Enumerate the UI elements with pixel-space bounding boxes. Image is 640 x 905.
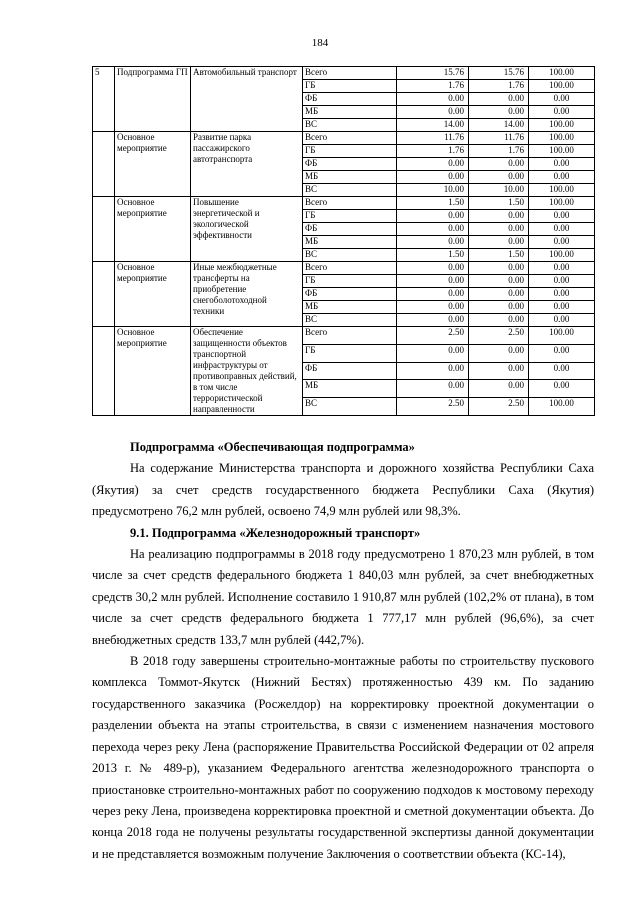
funding-source: ГБ bbox=[303, 275, 397, 288]
planned-amount: 0.00 bbox=[397, 344, 469, 362]
funding-source: ГБ bbox=[303, 344, 397, 362]
funding-source: Всего bbox=[303, 327, 397, 345]
rail-subprogram-heading: 9.1. Подпрограмма «Железнодорожный транспорт» bbox=[130, 525, 421, 540]
funding-source: ВС bbox=[303, 314, 397, 327]
actual-amount: 1.50 bbox=[469, 249, 529, 262]
actual-amount: 1.50 bbox=[469, 197, 529, 210]
actual-amount: 0.00 bbox=[469, 223, 529, 236]
planned-amount: 11.76 bbox=[397, 132, 469, 145]
actual-amount: 0.00 bbox=[469, 171, 529, 184]
program-name: Подпрограмма ГП bbox=[115, 67, 191, 132]
planned-amount: 1.50 bbox=[397, 197, 469, 210]
funding-source: ВС bbox=[303, 119, 397, 132]
planned-amount: 0.00 bbox=[397, 236, 469, 249]
planned-amount: 0.00 bbox=[397, 262, 469, 275]
planned-amount: 0.00 bbox=[397, 288, 469, 301]
execution-percent: 100.00 bbox=[529, 184, 595, 197]
execution-percent: 100.00 bbox=[529, 119, 595, 132]
program-description: Автомобильный транспорт bbox=[191, 67, 303, 132]
planned-amount: 0.00 bbox=[397, 380, 469, 398]
funding-source: ФБ bbox=[303, 288, 397, 301]
execution-percent: 0.00 bbox=[529, 93, 595, 106]
funding-source: Всего bbox=[303, 132, 397, 145]
planned-amount: 0.00 bbox=[397, 93, 469, 106]
program-name: Основное мероприятие bbox=[115, 262, 191, 327]
row-index: 5 bbox=[93, 67, 115, 132]
funding-source: ФБ bbox=[303, 158, 397, 171]
funding-source: МБ bbox=[303, 106, 397, 119]
rail-subprogram-paragraph-1: На реализацию подпрограммы в 2018 году предусмотрено 1 870,23 млн рублей, в том числе за счет средств федерального бюджета 1 840,03 млн рублей, за счет внебюджетных средств 30,2 млн рублей. Исполнение составило 1 910,87 млн рублей (102,2% от плана), в том числе за счет средств федерального бюджета 1 777,17 млн рублей (96,6%), за счет внебюджетных средств 133,7 млн рублей (442,7%). bbox=[92, 547, 594, 647]
actual-amount: 0.00 bbox=[469, 210, 529, 223]
planned-amount: 14.00 bbox=[397, 119, 469, 132]
funding-source: МБ bbox=[303, 301, 397, 314]
planned-amount: 0.00 bbox=[397, 362, 469, 380]
planned-amount: 0.00 bbox=[397, 301, 469, 314]
actual-amount: 0.00 bbox=[469, 344, 529, 362]
budget-table-body bbox=[93, 67, 595, 416]
actual-amount: 0.00 bbox=[469, 380, 529, 398]
actual-amount: 0.00 bbox=[469, 275, 529, 288]
execution-percent: 0.00 bbox=[529, 158, 595, 171]
execution-percent: 0.00 bbox=[529, 288, 595, 301]
execution-percent: 0.00 bbox=[529, 223, 595, 236]
funding-source: Всего bbox=[303, 197, 397, 210]
program-description: Повышение энергетической и экологической эффективности bbox=[191, 197, 303, 262]
planned-amount: 0.00 bbox=[397, 171, 469, 184]
program-description: Иные межбюджетные трансферты на приобретение снегоболотоходной техники bbox=[191, 262, 303, 327]
actual-amount: 2.50 bbox=[469, 398, 529, 416]
row-index bbox=[93, 262, 115, 327]
actual-amount: 0.00 bbox=[469, 301, 529, 314]
planned-amount: 0.00 bbox=[397, 106, 469, 119]
execution-percent: 0.00 bbox=[529, 275, 595, 288]
execution-percent: 0.00 bbox=[529, 171, 595, 184]
program-name: Основное мероприятие bbox=[115, 327, 191, 416]
planned-amount: 2.50 bbox=[397, 398, 469, 416]
table-row bbox=[93, 327, 595, 345]
table-row bbox=[93, 132, 595, 145]
execution-percent: 100.00 bbox=[529, 197, 595, 210]
funding-source: ФБ bbox=[303, 223, 397, 236]
support-subprogram-paragraph: На содержание Министерства транспорта и дорожного хозяйства Республики Саха (Якутия) за счет средств государственного бюджета Республики Саха (Якутия) предусмотрено 76,2 млн рублей, освоено 74,9 млн рублей или 98,3%. bbox=[92, 461, 594, 519]
planned-amount: 0.00 bbox=[397, 210, 469, 223]
funding-source: ФБ bbox=[303, 93, 397, 106]
actual-amount: 0.00 bbox=[469, 236, 529, 249]
table-row bbox=[93, 197, 595, 210]
row-index bbox=[93, 197, 115, 262]
execution-percent: 0.00 bbox=[529, 314, 595, 327]
actual-amount: 0.00 bbox=[469, 314, 529, 327]
funding-source: МБ bbox=[303, 236, 397, 249]
row-index bbox=[93, 132, 115, 197]
funding-source: МБ bbox=[303, 380, 397, 398]
planned-amount: 0.00 bbox=[397, 314, 469, 327]
planned-amount: 1.76 bbox=[397, 145, 469, 158]
table-row bbox=[93, 262, 595, 275]
funding-source: Всего bbox=[303, 262, 397, 275]
funding-source: ВС bbox=[303, 398, 397, 416]
execution-percent: 0.00 bbox=[529, 344, 595, 362]
execution-percent: 100.00 bbox=[529, 80, 595, 93]
funding-source: Всего bbox=[303, 67, 397, 80]
planned-amount: 0.00 bbox=[397, 275, 469, 288]
execution-percent: 0.00 bbox=[529, 380, 595, 398]
execution-percent: 0.00 bbox=[529, 210, 595, 223]
funding-source: ГБ bbox=[303, 145, 397, 158]
table-row bbox=[93, 67, 595, 80]
rail-subprogram-paragraph-2: В 2018 году завершены строительно-монтажные работы по строительству пускового комплекса Томмот-Якутск (Нижний Бестях) протяженностью 439 км. По заданию государственного заказчика (Росжелдор) на корректировку проектной документации о разделении объекта на этапы строительства, в связи с изменением назначения мостового перехода через реку Лена (распоряжение Правительства Российской Федерации от 02 апреля 2013 г. № 489-р), указанием Федерального агентства железнодорожного транспорта о приостановке строительно-монтажных работ по сооружению подходов к мостовому переходу через реку Лена, произведена корректировка проектной и сметной документации объекта. До конца 2018 года не получены результаты государственной экспертизы данной документации и не представляется возможным получение Заключения о соответствии объекта (КС-14), bbox=[92, 654, 594, 861]
actual-amount: 1.76 bbox=[469, 80, 529, 93]
actual-amount: 0.00 bbox=[469, 362, 529, 380]
funding-source: ФБ bbox=[303, 362, 397, 380]
execution-percent: 100.00 bbox=[529, 67, 595, 80]
actual-amount: 0.00 bbox=[469, 158, 529, 171]
funding-source: ГБ bbox=[303, 80, 397, 93]
budget-table bbox=[92, 66, 595, 416]
execution-percent: 100.00 bbox=[529, 249, 595, 262]
actual-amount: 15.76 bbox=[469, 67, 529, 80]
funding-source: ГБ bbox=[303, 210, 397, 223]
execution-percent: 0.00 bbox=[529, 362, 595, 380]
planned-amount: 0.00 bbox=[397, 223, 469, 236]
execution-percent: 0.00 bbox=[529, 106, 595, 119]
actual-amount: 0.00 bbox=[469, 262, 529, 275]
actual-amount: 1.76 bbox=[469, 145, 529, 158]
actual-amount: 10.00 bbox=[469, 184, 529, 197]
planned-amount: 10.00 bbox=[397, 184, 469, 197]
funding-source: МБ bbox=[303, 171, 397, 184]
actual-amount: 11.76 bbox=[469, 132, 529, 145]
funding-source: ВС bbox=[303, 249, 397, 262]
execution-percent: 100.00 bbox=[529, 327, 595, 345]
program-description: Развитие парка пассажирского автотранспорта bbox=[191, 132, 303, 197]
execution-percent: 0.00 bbox=[529, 236, 595, 249]
execution-percent: 100.00 bbox=[529, 132, 595, 145]
planned-amount: 0.00 bbox=[397, 158, 469, 171]
execution-percent: 100.00 bbox=[529, 398, 595, 416]
execution-percent: 0.00 bbox=[529, 301, 595, 314]
actual-amount: 0.00 bbox=[469, 106, 529, 119]
planned-amount: 2.50 bbox=[397, 327, 469, 345]
execution-percent: 0.00 bbox=[529, 262, 595, 275]
funding-source: ВС bbox=[303, 184, 397, 197]
planned-amount: 15.76 bbox=[397, 67, 469, 80]
support-subprogram-section bbox=[92, 437, 594, 865]
page-number: 184 bbox=[311, 37, 329, 49]
actual-amount: 0.00 bbox=[469, 93, 529, 106]
execution-percent: 100.00 bbox=[529, 145, 595, 158]
program-name: Основное мероприятие bbox=[115, 132, 191, 197]
planned-amount: 1.50 bbox=[397, 249, 469, 262]
actual-amount: 2.50 bbox=[469, 327, 529, 345]
program-description: Обеспечение защищенности объектов транспортной инфраструктуры от противоправных действий, в том числе террористической направленности bbox=[191, 327, 303, 416]
program-name: Основное мероприятие bbox=[115, 197, 191, 262]
support-subprogram-heading: Подпрограмма «Обеспечивающая подпрограмма» bbox=[130, 440, 415, 454]
row-index bbox=[93, 327, 115, 416]
planned-amount: 1.76 bbox=[397, 80, 469, 93]
actual-amount: 0.00 bbox=[469, 288, 529, 301]
actual-amount: 14.00 bbox=[469, 119, 529, 132]
